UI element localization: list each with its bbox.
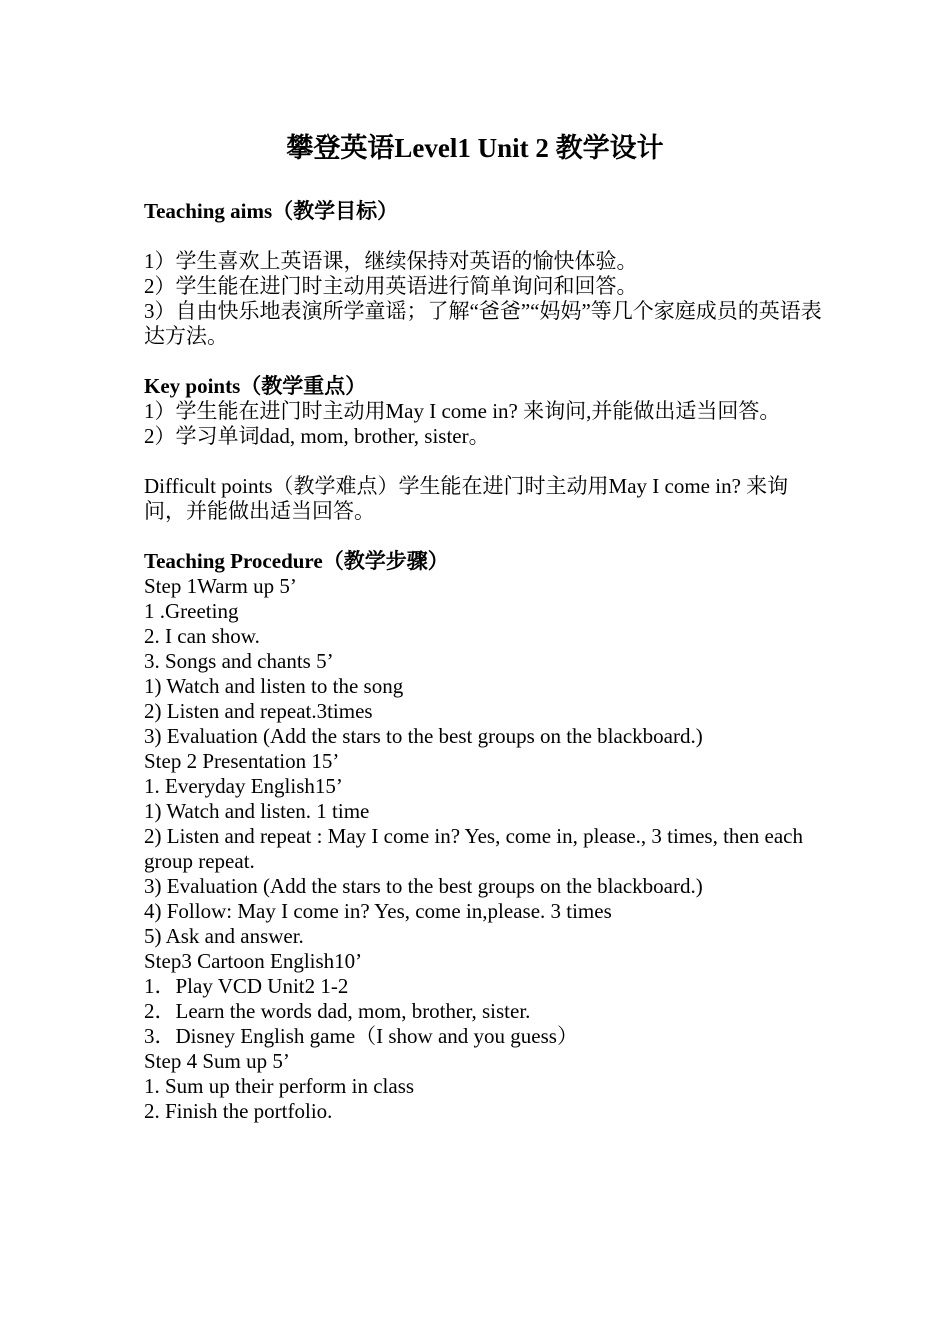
teaching-aims-heading: Teaching aims（教学目标） [144, 199, 399, 223]
procedure-line: 1. Sum up their perform in class [144, 1074, 415, 1098]
teaching-procedure-heading: Teaching Procedure（教学步骤） [144, 549, 449, 573]
key-points-heading: Key points（教学重点） [144, 374, 367, 398]
document-body [144, 199, 824, 1124]
difficult-points-paragraph: Difficult points（教学难点）学生能在进门时主动用May I come in? 来询问，并能做出适当回答。 [144, 474, 789, 523]
procedure-line: 1) Watch and listen to the song [144, 674, 404, 698]
procedure-line: 1) Watch and listen. 1 time [144, 799, 370, 823]
procedure-line: 1．Play VCD Unit2 1-2 [144, 974, 349, 998]
spacer [144, 449, 824, 474]
procedure-line: 1. Everyday English15’ [144, 774, 343, 798]
procedure-line: Step 1Warm up 5’ [144, 574, 297, 598]
spacer [144, 224, 824, 249]
procedure-line: 3. Songs and chants 5’ [144, 649, 334, 673]
procedure-line: 1 .Greeting [144, 599, 239, 623]
procedure-line: Step 4 Sum up 5’ [144, 1049, 290, 1073]
procedure-line: 2. Finish the portfolio. [144, 1099, 333, 1123]
procedure-line: 4) Follow: May I come in? Yes, come in,please. 3 times [144, 899, 612, 923]
aim-item-2: 2）学生能在进门时主动用英语进行简单询问和回答。 [144, 274, 638, 298]
procedure-line: 3．Disney English game（I show and you guess） [144, 1024, 578, 1048]
aim-item-1: 1）学生喜欢上英语课，继续保持对英语的愉快体验。 [144, 249, 638, 273]
key-point-item-2: 2）学习单词dad, mom, brother, sister。 [144, 424, 490, 448]
procedure-line: 3) Evaluation (Add the stars to the best groups on the blackboard.) [144, 874, 703, 898]
procedure-line: 3) Evaluation (Add the stars to the best groups on the blackboard.) [144, 724, 703, 748]
spacer [144, 349, 824, 374]
aim-item-3: 3）自由快乐地表演所学童谣；了解“爸爸”“妈妈”等几个家庭成员的英语表达方法。 [144, 299, 822, 348]
procedure-line: Step3 Cartoon English10’ [144, 949, 363, 973]
procedure-line: 2．Learn the words dad, mom, brother, sister. [144, 999, 531, 1023]
procedure-line: Step 2 Presentation 15’ [144, 749, 340, 773]
procedure-line: 2) Listen and repeat.3times [144, 699, 373, 723]
procedure-line: 2) Listen and repeat : May I come in? Yes, come in, please., 3 times, then each group repeat. [144, 824, 803, 873]
procedure-line: 2. I can show. [144, 624, 260, 648]
procedure-line: 5) Ask and answer. [144, 924, 304, 948]
key-point-item-1: 1）学生能在进门时主动用May I come in? 来询问,并能做出适当回答。 [144, 399, 781, 423]
document-title: 攀登英语Level1 Unit 2 教学设计 [286, 133, 664, 163]
spacer [144, 524, 824, 549]
